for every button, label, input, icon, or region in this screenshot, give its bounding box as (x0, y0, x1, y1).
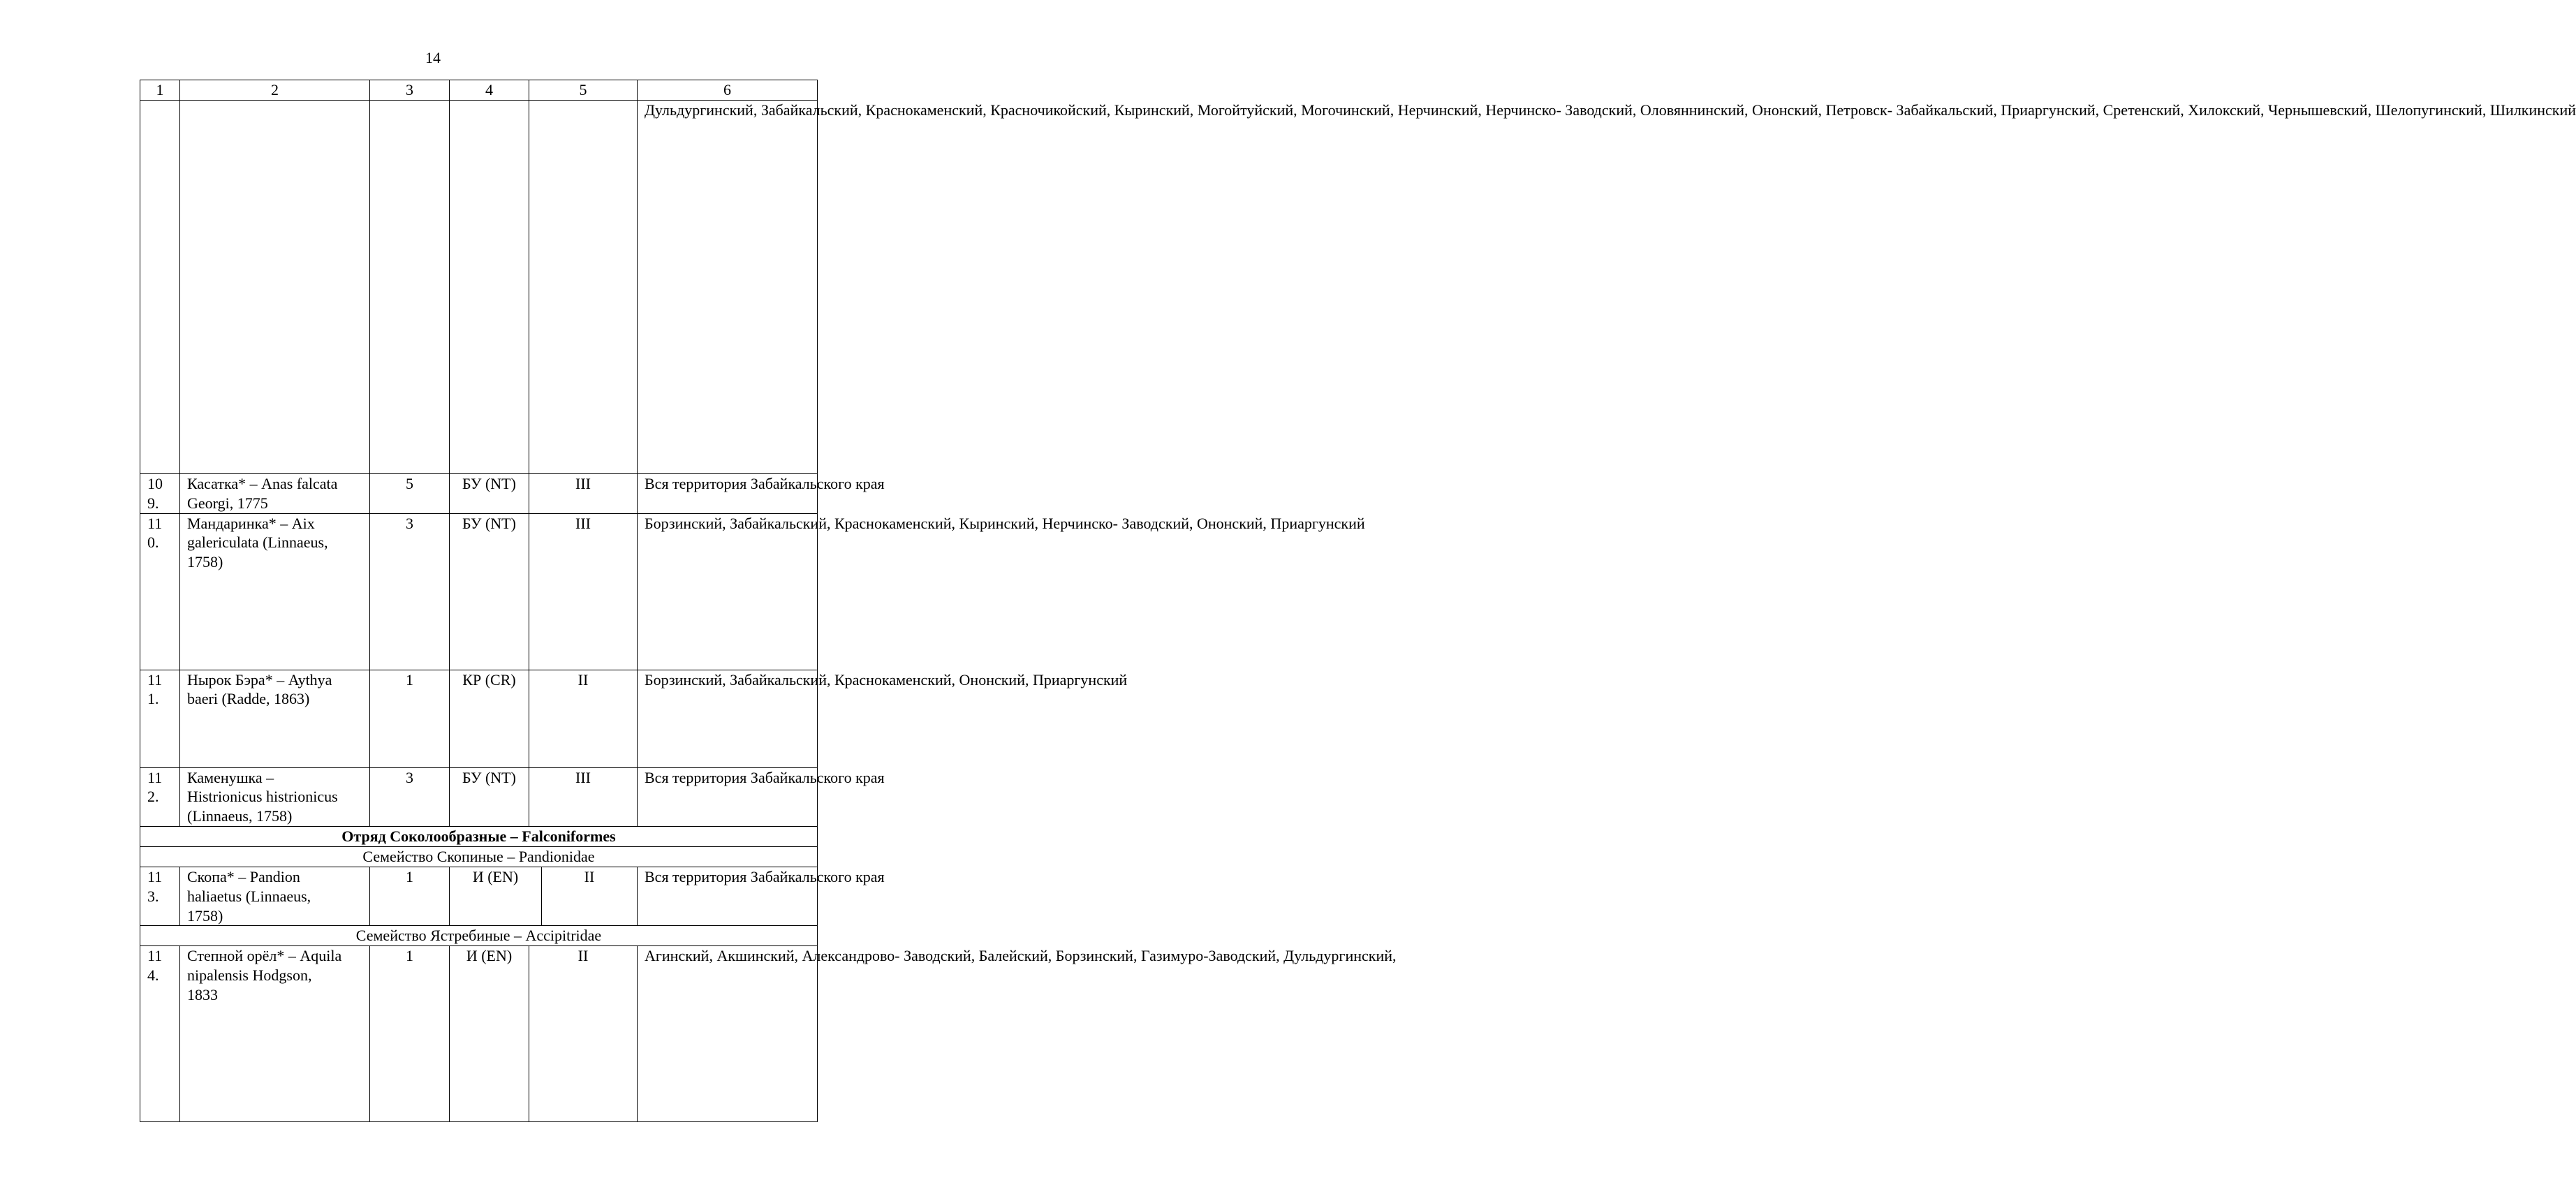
status-value: БУ (NT) (450, 513, 529, 670)
table-row (140, 946, 818, 1122)
table-row (140, 867, 818, 925)
family-heading: Семейство Ястребиные – Accipitridae (140, 926, 818, 946)
priority-value: III (529, 767, 638, 826)
row-number: 10 9. (140, 474, 180, 514)
column-header: 5 (529, 80, 638, 101)
table-row (140, 474, 818, 514)
status-value: БУ (NT) (450, 767, 529, 826)
category-value: 5 (370, 474, 450, 514)
category-value: 1 (370, 946, 450, 1122)
column-header: 6 (638, 80, 818, 101)
row-number: 11 2. (140, 767, 180, 826)
distribution-cell: Дульдургинский, Забайкальский, Краснокаменский, Красночикойский, Кыринский, Могойтуйский, Могочинский, Нерчинский, Нерчинско- Заводский, Оловяннинский, Ононский, Петровск- Забайкальский, Приаргунский, Сретенский, Хилокский, Чернышевский, Шелопугинский, Шилкинский (638, 101, 818, 474)
empty-cell (370, 101, 450, 474)
priority-value: II (529, 946, 638, 1122)
empty-cell (450, 101, 529, 474)
category-value: 3 (370, 513, 450, 670)
table-row (140, 767, 818, 826)
row-number: 11 0. (140, 513, 180, 670)
distribution-cell: Вся территория Забайкальского края (638, 474, 818, 514)
status-value: И (EN) (450, 867, 542, 925)
table-row (140, 670, 818, 767)
family-heading: Семейство Скопиные – Pandionidae (140, 846, 818, 867)
order-heading: Отряд Соколообразные – Falconiformes (140, 826, 818, 846)
empty-cell (180, 101, 370, 474)
page-number: 14 (425, 49, 441, 66)
distribution-cell: Борзинский, Забайкальский, Краснокаменский, Кыринский, Нерчинско- Заводский, Ононский, Приаргунский (638, 513, 818, 670)
row-number: 11 4. (140, 946, 180, 1122)
column-header: 2 (180, 80, 370, 101)
table-row (140, 513, 818, 670)
distribution-cell: Вся территория Забайкальского края (638, 867, 818, 925)
empty-cell (140, 101, 180, 474)
priority-value: II (542, 867, 638, 925)
species-name: Степной орёл* – Aquila nipalensis Hodgson, 1833 (180, 946, 370, 1122)
species-name: Скопа* – Pandion haliaetus (Linnaeus, 1758) (180, 867, 370, 925)
species-name: Каменушка – Histrionicus histrionicus (Linnaeus, 1758) (180, 767, 370, 826)
status-value: И (EN) (450, 946, 529, 1122)
priority-value: III (529, 513, 638, 670)
family-heading-row (140, 926, 818, 946)
continuation-row (140, 101, 818, 474)
empty-cell (529, 101, 638, 474)
category-value: 1 (370, 670, 450, 767)
family-heading-row (140, 846, 818, 867)
column-header: 1 (140, 80, 180, 101)
species-name: Нырок Бэра* – Aythya baeri (Radde, 1863) (180, 670, 370, 767)
row-number: 11 3. (140, 867, 180, 925)
row-number: 11 1. (140, 670, 180, 767)
priority-value: II (529, 670, 638, 767)
status-value: БУ (NT) (450, 474, 529, 514)
distribution-cell: Агинский, Акшинский, Александрово- Заводский, Балейский, Борзинский, Газимуро-Заводский, Дульдургинский, (638, 946, 818, 1122)
column-header: 4 (450, 80, 529, 101)
category-value: 1 (370, 867, 450, 925)
status-value: КР (CR) (450, 670, 529, 767)
species-table (140, 80, 2576, 1122)
species-name: Касатка* – Anas falcata Georgi, 1775 (180, 474, 370, 514)
species-name: Мандаринка* – Aix galericulata (Linnaeus, 1758) (180, 513, 370, 670)
order-heading-row (140, 826, 818, 846)
category-value: 3 (370, 767, 450, 826)
distribution-cell: Борзинский, Забайкальский, Краснокаменский, Ононский, Приаргунский (638, 670, 818, 767)
column-header: 3 (370, 80, 450, 101)
distribution-cell: Вся территория Забайкальского края (638, 767, 818, 826)
priority-value: III (529, 474, 638, 514)
column-header-row (140, 80, 818, 101)
